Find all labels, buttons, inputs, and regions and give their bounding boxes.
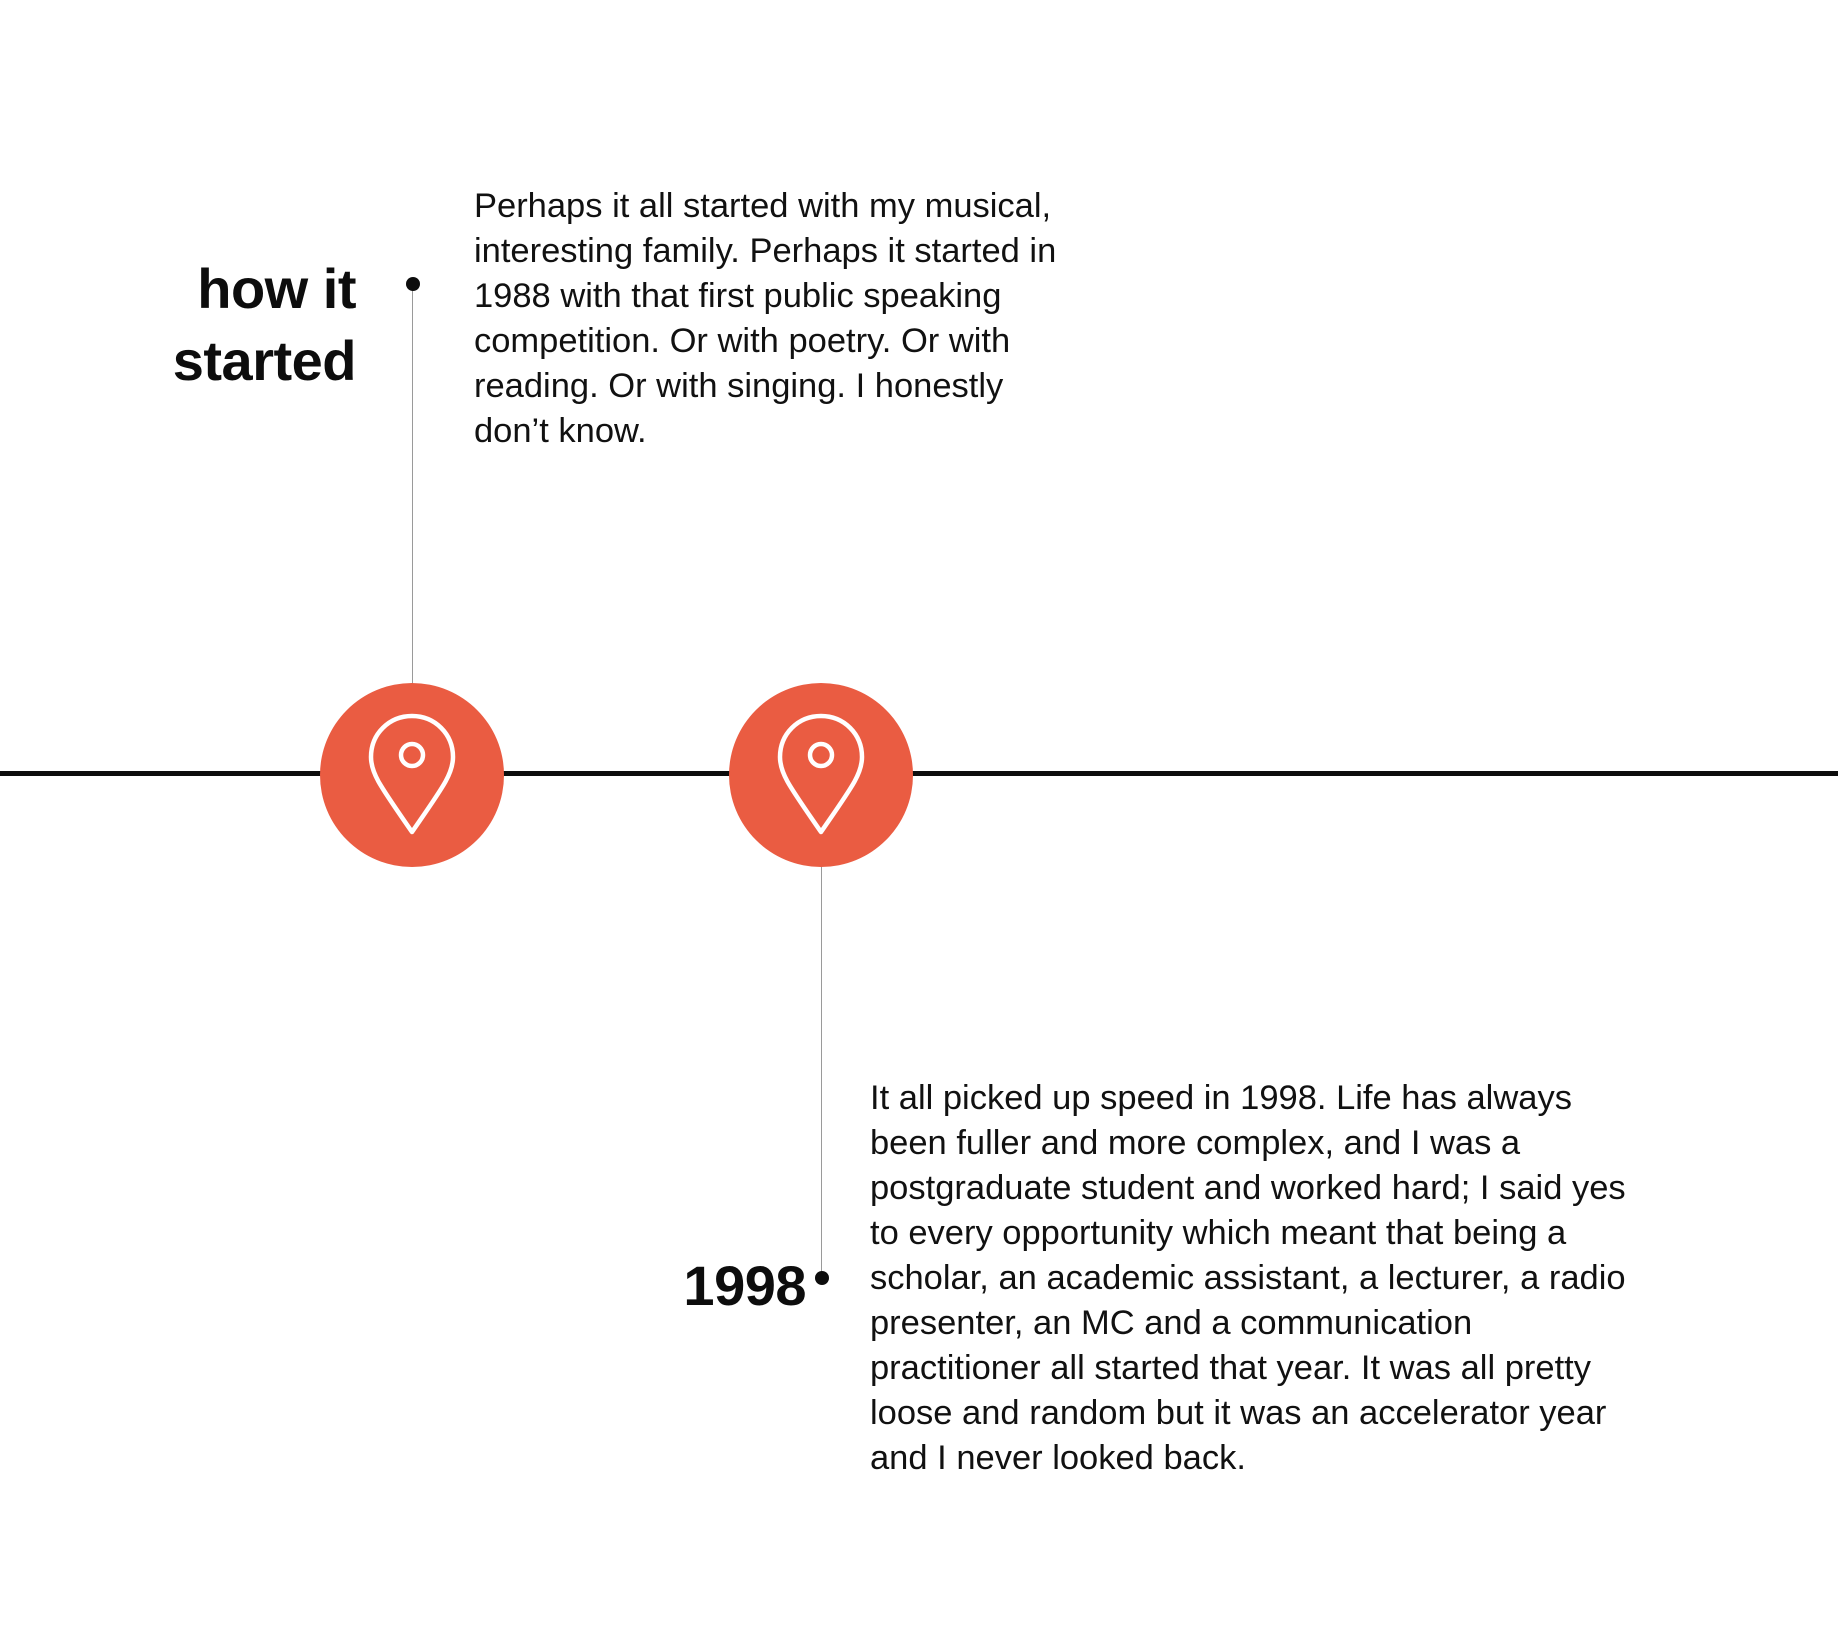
description-line: loose and random but it was an accelerator year <box>870 1394 1607 1432</box>
event-1-connector <box>412 284 414 684</box>
description-line: and I never looked back. <box>870 1439 1246 1477</box>
event-2-marker <box>729 683 913 867</box>
description-line: don’t know. <box>474 412 647 450</box>
description-line: presenter, an MC and a communication <box>870 1304 1473 1342</box>
description-line: interesting family. Perhaps it started in <box>474 232 1057 270</box>
description-line: practitioner all started that year. It was all pretty <box>870 1349 1591 1387</box>
description-line: competition. Or with poetry. Or with <box>474 322 1011 360</box>
description-line: scholar, an academic assistant, a lecturer, a radio <box>870 1259 1626 1297</box>
description-line: 1988 with that first public speaking <box>474 277 1002 315</box>
description-line: reading. Or with singing. I honestly <box>474 367 1004 405</box>
event-1-dot <box>406 277 420 291</box>
event-1-title: how it started <box>172 257 356 392</box>
description-line: It all picked up speed in 1998. Life has always <box>870 1079 1572 1117</box>
event-1-description <box>474 184 1174 454</box>
description-line: postgraduate student and worked hard; I said yes <box>870 1169 1626 1207</box>
description-line: been fuller and more complex, and I was a <box>870 1124 1521 1162</box>
event-2-connector <box>821 866 823 1278</box>
description-line: Perhaps it all started with my musical, <box>474 187 1052 225</box>
event-1-marker <box>320 683 504 867</box>
location-pin-icon <box>367 712 457 838</box>
description-line: to every opportunity which meant that being a <box>870 1214 1567 1252</box>
location-pin-icon <box>776 712 866 838</box>
event-2-title: 1998 <box>683 1254 806 1317</box>
event-2-description <box>870 1076 1770 1481</box>
event-2-dot <box>815 1271 829 1285</box>
timeline-axis <box>0 771 1838 776</box>
